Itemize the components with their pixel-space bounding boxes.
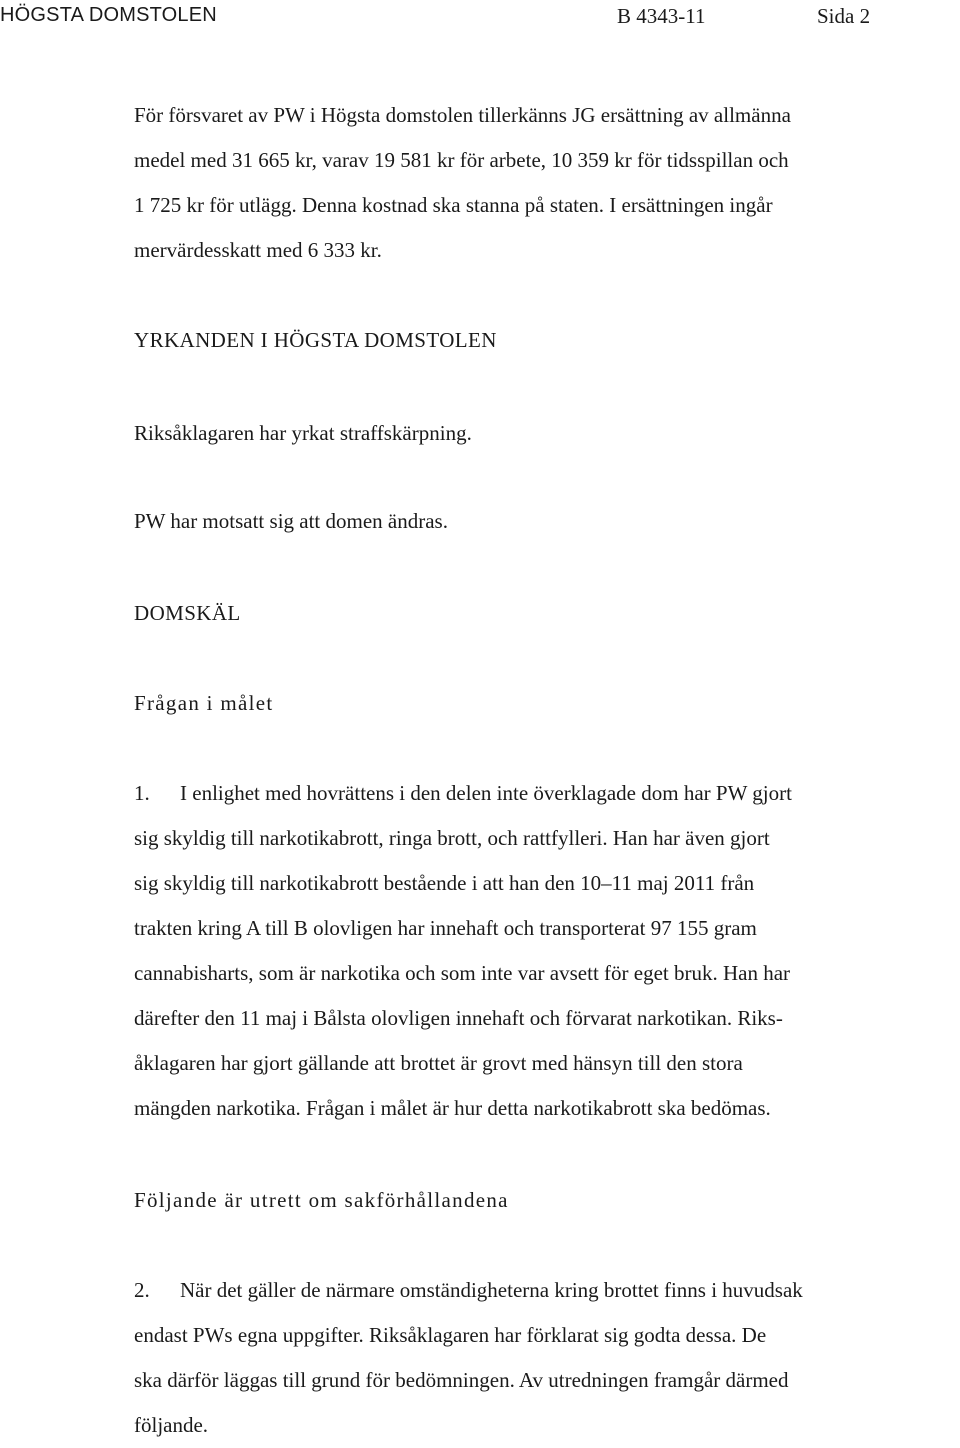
- text-line: följande.: [134, 1413, 209, 1437]
- text-line: 1 725 kr för utlägg. Denna kostnad ska stanna på staten. I ersättningen ingår: [134, 193, 773, 217]
- text-line: cannabisharts, som är narkotika och som inte var avsett för eget bruk. Han har: [134, 961, 791, 985]
- page-header: [0, 4, 960, 34]
- subheading-question: Frågan i målet: [134, 691, 274, 715]
- text-line: åklagaren har gjort gällande att brottet är grovt med hänsyn till den stora: [134, 1051, 743, 1075]
- text-line: [134, 1268, 934, 1313]
- paragraph-number: 2.: [134, 1278, 150, 1302]
- paragraph-2: [134, 1268, 934, 1448]
- text-line: [134, 771, 934, 816]
- heading-reasons: DOMSKÄL: [134, 601, 241, 625]
- subheading-facts: Följande är utrett om sakförhållandena: [134, 1188, 509, 1212]
- text-line-content: När det gäller de närmare omständigheterna kring brottet finns i huvudsak: [180, 1278, 803, 1302]
- text-line: medel med 31 665 kr, varav 19 581 kr för arbete, 10 359 kr för tidsspillan och: [134, 148, 789, 172]
- text-line: trakten kring A till B olovligen har innehaft och transporterat 97 155 gram: [134, 916, 757, 940]
- text-line: sig skyldig till narkotikabrott bestående i att han den 10–11 maj 2011 från: [134, 871, 755, 895]
- text-line: För försvaret av PW i Högsta domstolen tillerkänns JG ersättning av allmänna: [134, 103, 791, 127]
- text-line: mängden narkotika. Frågan i målet är hur detta narkotikabrott ska bedömas.: [134, 1096, 771, 1120]
- intro-paragraph: [134, 93, 934, 273]
- text-line: Riksåklagaren har yrkat straffskärpning.: [134, 421, 472, 445]
- text-line-content: I enlighet med hovrättens i den delen inte överklagade dom har PW gjort: [180, 781, 792, 805]
- text-line: PW har motsatt sig att domen ändras.: [134, 509, 448, 533]
- text-line: därefter den 11 maj i Bålsta olovligen innehaft och förvarat narkotikan. Riks-: [134, 1006, 783, 1030]
- paragraph-number: 1.: [134, 781, 150, 805]
- claim-prosecutor: [134, 411, 934, 456]
- claim-defendant: [134, 499, 934, 544]
- text-line: sig skyldig till narkotikabrott, ringa brott, och rattfylleri. Han har även gjort: [134, 826, 770, 850]
- text-line: ska därför läggas till grund för bedömningen. Av utredningen framgår därmed: [134, 1368, 789, 1392]
- court-name: HÖGSTA DOMSTOLEN: [0, 4, 217, 26]
- paragraph-1: [134, 771, 934, 1131]
- text-line: endast PWs egna uppgifter. Riksåklagaren har förklarat sig godta dessa. De: [134, 1323, 767, 1347]
- case-number: B 4343-11: [617, 4, 706, 28]
- page-number: Sida 2: [817, 4, 871, 28]
- heading-claims: YRKANDEN I HÖGSTA DOMSTOLEN: [134, 328, 497, 352]
- text-line: mervärdesskatt med 6 333 kr.: [134, 238, 382, 262]
